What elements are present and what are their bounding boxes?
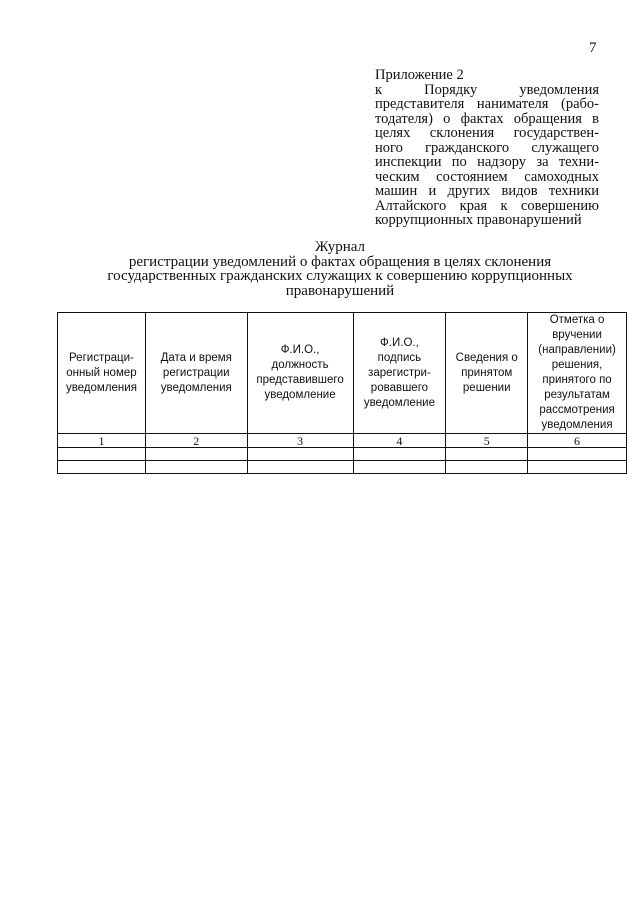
journal-subtitle-line: регистрации уведомлений о фактах обращения в целях склонения [128, 253, 552, 270]
appendix-line: Приложение 2 [375, 67, 464, 83]
column-header-decision: Сведения о принятом решении [446, 313, 528, 434]
column-header-registration-number: Регистраци- онный номер уведомления [58, 313, 146, 434]
table-cell [353, 448, 446, 461]
column-header-registrar: Ф.И.О., подпись зарегистри- ровавшего уведомление [353, 313, 446, 434]
column-number: 1 [58, 434, 146, 448]
appendix-line: тодателя) о фактах обращения в [375, 110, 599, 127]
column-header-registration-date: Дата и время регистрации уведомления [145, 313, 247, 434]
table-row [58, 461, 627, 474]
table-cell [247, 448, 353, 461]
appendix-line: представителя нанимателя (рабо- [375, 96, 599, 112]
appendix-note [375, 68, 599, 228]
table-cell [528, 448, 627, 461]
table-cell [58, 461, 146, 474]
table-cell [145, 461, 247, 474]
appendix-line: инспекции по надзору за техни- [375, 154, 599, 170]
journal-subtitle-line: государственных гражданских служащих к совершению коррупционных [107, 268, 573, 284]
table-cell [528, 461, 627, 474]
table-row [58, 448, 627, 461]
column-number: 3 [247, 434, 353, 448]
table-cell [58, 448, 146, 461]
table-cell [247, 461, 353, 474]
appendix-line: ного гражданского служащего [375, 139, 599, 156]
table-cell [145, 448, 247, 461]
column-number: 4 [353, 434, 446, 448]
table-cell [446, 461, 528, 474]
registration-journal-table [57, 312, 627, 474]
column-number-row [58, 434, 627, 448]
appendix-line: целях склонения государствен- [375, 125, 599, 141]
table-cell [353, 461, 446, 474]
journal-heading: Журнал [314, 239, 365, 255]
appendix-line: Алтайского края к совершению [375, 197, 599, 214]
column-number: 2 [145, 434, 247, 448]
column-number: 6 [528, 434, 627, 448]
table-header-row [58, 313, 627, 434]
appendix-line: коррупционных правонарушений [375, 212, 582, 228]
journal-subtitle-line: правонарушений [285, 282, 395, 299]
column-header-delivery-mark: Отметка о вручении (направлении) решения, принятого по результатам рассмотрения уведомления [528, 313, 627, 434]
column-number: 5 [446, 434, 528, 448]
table-cell [446, 448, 528, 461]
appendix-line: ческим состоянием самоходных [375, 168, 599, 185]
appendix-line: машин и других видов техники [375, 183, 599, 199]
journal-title [60, 240, 620, 298]
appendix-line: к Порядку уведомления [375, 81, 599, 98]
column-header-submitter: Ф.И.О., должность представившего уведомление [247, 313, 353, 434]
page-number: 7 [589, 40, 597, 56]
